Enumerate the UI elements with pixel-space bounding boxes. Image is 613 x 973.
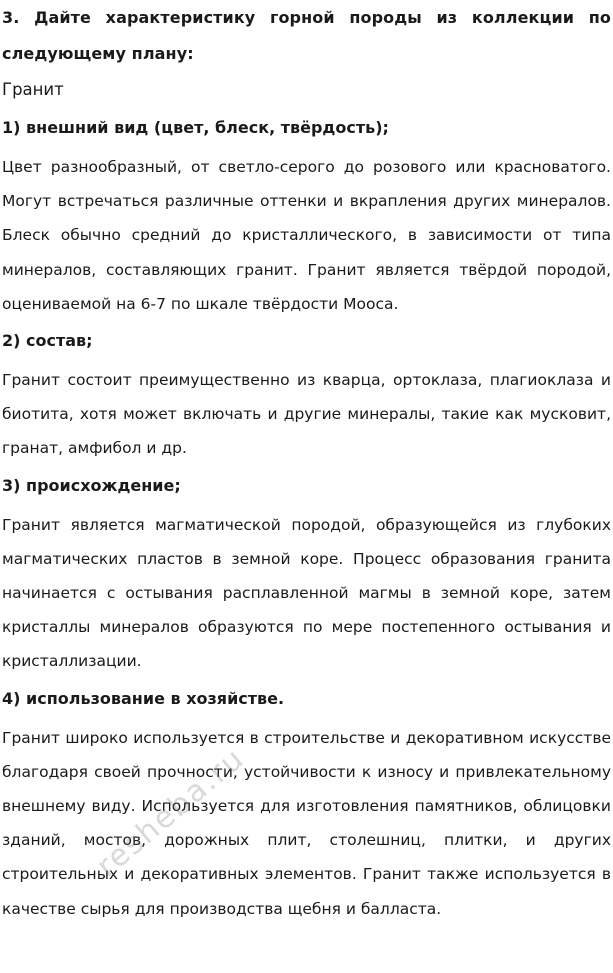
section-heading-usage: 4) использование в хозяйстве.: [2, 688, 285, 708]
section-text-appearance: Цвет разнообразный, от светло-серого до розового или красноватого. Могут встречаться различные оттенки и вкрапления других минералов. Блеск обычно средний до кристаллического, в зависимости от типа минералов, составляющих гранит. Гранит является твёрдой породой, оцениваемой на 6-7 по шкале твёрдости Мооса.: [2, 158, 611, 313]
document-page: [2, 0, 611, 926]
watermark: resheba.ru: [89, 740, 252, 885]
section-text-composition: Гранит состоит преимущественно из кварца, ортоклаза, плагиоклаза и биотита, хотя может включать и другие минералы, такие как мусковит, гранат, амфибол и др.: [2, 371, 611, 458]
section-text-usage: Гранит широко используется в строительстве и декоративном искусстве благодаря своей прочности, устойчивости к износу и привлекательному внешнему виду. Используется для изготовления памятников, облицовки зданий, мостов, дорожных плит, столешниц, плитки, и других строительных и декоративных элементов. Гранит также используется в качестве сырья для производства щебня и балласта.: [2, 728, 611, 918]
section-text-origin: Гранит является магматической породой, образующейся из глубоких магматических пластов в земной коре. Процесс образования гранита начинается с остывания расплавленной магмы в земной коре, затем кристаллы минералов образуются по мере постепенного остывания и кристаллизации.: [2, 515, 611, 671]
rock-name: Гранит: [2, 80, 64, 99]
section-heading-appearance: 1) внешний вид (цвет, блеск, твёрдость);: [2, 118, 389, 137]
section-heading-composition: 2) состав;: [2, 331, 93, 351]
section-heading-origin: 3) происхождение;: [2, 475, 181, 495]
task-title: 3. Дайте характеристику горной породы из коллекции по следующему плану:: [2, 8, 611, 63]
